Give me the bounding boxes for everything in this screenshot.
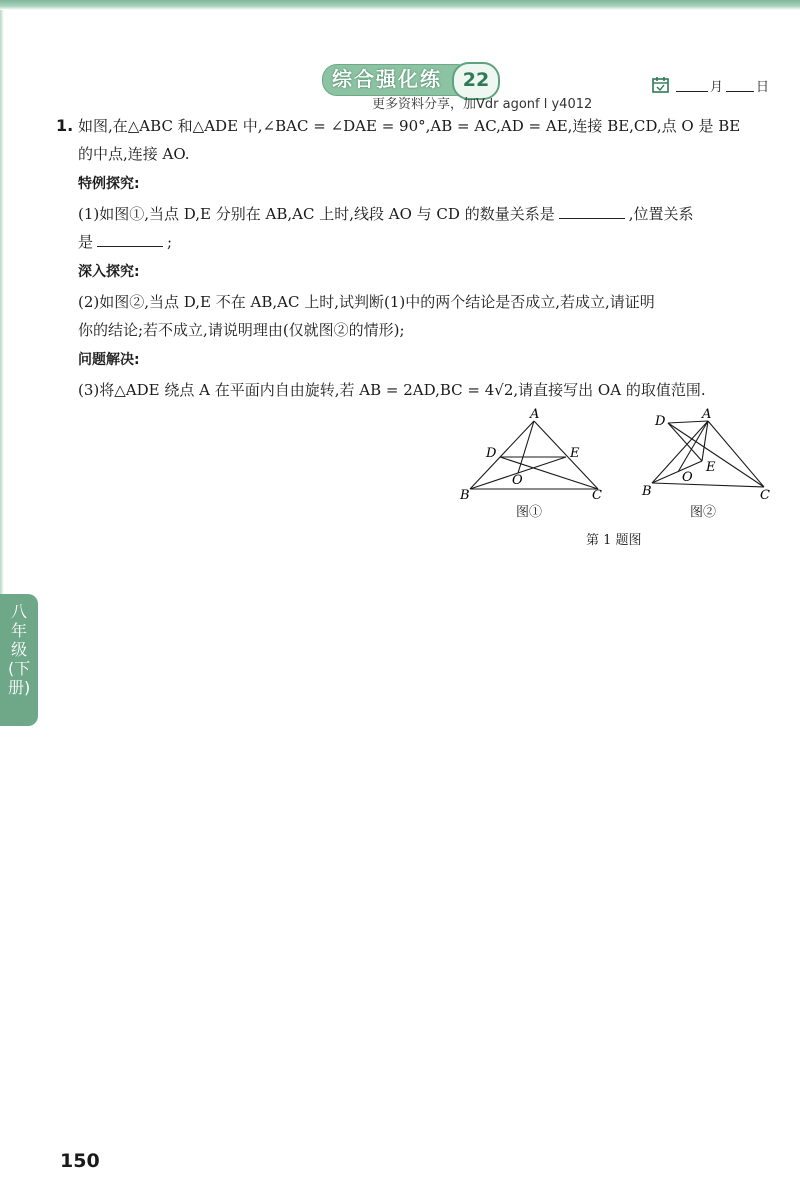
label-c: C	[592, 488, 602, 503]
page-title: 综合强化练	[332, 67, 442, 91]
exercise-number: 22	[452, 62, 500, 100]
section-badge	[322, 62, 498, 96]
part-2-line-2: 你的结论;若不成立,请说明理由(仅就图②的情形);	[78, 321, 405, 339]
part-1-text: (1)如图①,当点 D,E 分别在 AB,AC 上时,线段 AO 与 CD 的数量关系是	[78, 205, 555, 223]
part-1-line-2	[78, 228, 172, 256]
part-1-end: ;	[167, 233, 173, 251]
section-heading-deep: 深入探究:	[78, 264, 140, 280]
section-heading-solve: 问题解决:	[78, 352, 140, 368]
part-1-text-b: ,位置关系	[628, 205, 694, 223]
label-c-2: C	[760, 488, 770, 503]
segment-ac-2	[708, 421, 764, 487]
label-a-2: A	[702, 407, 712, 422]
answer-blank-position[interactable]	[97, 230, 163, 247]
label-e: E	[570, 446, 580, 461]
label-b: B	[460, 488, 470, 503]
geometry-figure-1	[458, 405, 608, 505]
day-label: 日	[756, 80, 770, 95]
day-blank[interactable]	[726, 91, 754, 92]
label-b-2: B	[642, 484, 652, 499]
grade-label: 八年级(下册)	[8, 602, 31, 697]
figure-overall-caption: 第 1 题图	[586, 533, 642, 548]
grade-side-tab	[0, 594, 38, 726]
month-label: 月	[710, 80, 724, 95]
part-1-text-c: 是	[78, 233, 94, 251]
top-decorative-strip	[0, 0, 800, 10]
segment-bc-2	[652, 483, 764, 487]
part-3-line-1: (3)将△ADE 绕点 A 在平面内自由旋转,若 AB = 2AD,BC = 4√2,请直接写出 OA 的取值范围.	[78, 381, 706, 399]
label-d: D	[486, 446, 497, 461]
section-heading-special: 特例探究:	[78, 176, 140, 192]
label-a: A	[530, 407, 540, 422]
answer-blank-quantity[interactable]	[559, 202, 625, 219]
label-d-2: D	[655, 414, 666, 429]
label-o-2: O	[682, 470, 693, 485]
calendar-icon	[652, 76, 670, 94]
label-o: O	[512, 473, 523, 488]
question-stem-line-1: 如图,在△ABC 和△ADE 中,∠BAC = ∠DAE = 90°,AB = AC,AD = AE,连接 BE,CD,点 O 是 BE	[78, 117, 741, 135]
date-field	[652, 76, 772, 98]
segment-be-2	[652, 461, 702, 483]
part-2-line-1: (2)如图②,当点 D,E 不在 AB,AC 上时,试判断(1)中的两个结论是否成立,若成立,请证明	[78, 293, 655, 311]
page-edge-shadow	[0, 10, 4, 610]
figure-group	[458, 405, 778, 555]
segment-ab-2	[652, 421, 708, 483]
figure-2-caption: 图②	[690, 505, 717, 520]
figure-1-caption: 图①	[516, 505, 543, 520]
page-number: 150	[60, 1150, 100, 1172]
question-number: 1.	[56, 116, 74, 135]
part-1-line-1	[78, 200, 694, 228]
watermark-text: 更多资料分享，加Vdr agonf l y4012	[372, 97, 593, 112]
question-stem-line-2: 的中点,连接 AO.	[78, 145, 190, 163]
month-blank[interactable]	[676, 91, 708, 92]
geometry-figure-2	[640, 405, 780, 505]
label-e-2: E	[706, 460, 716, 475]
